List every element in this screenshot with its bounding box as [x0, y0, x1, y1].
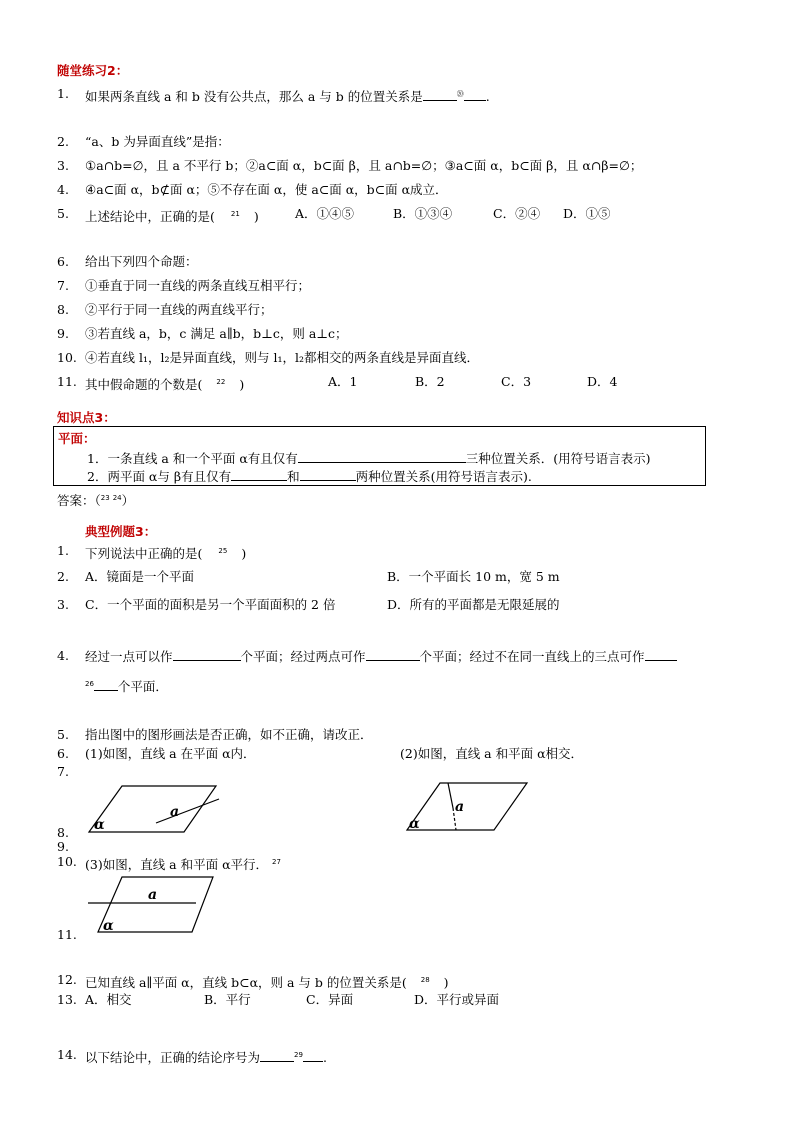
question-4-continued: $^{26}$ 个平面．: [85, 679, 168, 695]
question-text: 给出下列四个命题：: [85, 254, 198, 269]
box-line-2: 2．两平面 α与 β有且仅有 和 两种位置关系(用符号语言表示).: [87, 469, 532, 484]
question-prompt: 已知直线 a∥平面 α，直线 b⊂α，则 a 与 b 的位置关系是( $^{28}$ ): [85, 975, 449, 991]
answer-blank[interactable]: [303, 1049, 323, 1062]
answer-line: 答案：（$^{23}$ $^{24}$）: [57, 493, 135, 509]
question-number: 14.: [57, 1047, 77, 1062]
question-number: 13.: [57, 992, 77, 1007]
question-text: 指出图中的图形画法是否正确，如不正确，请改正．: [85, 727, 373, 742]
answer-marker: 22: [216, 378, 226, 386]
option-d[interactable]: D．所有的平面都是无限延展的: [387, 597, 560, 612]
option-a[interactable]: A．镜面是一个平面: [85, 569, 195, 584]
answer-marker: ⑳: [456, 90, 464, 98]
option-c[interactable]: C．异面: [306, 992, 354, 1007]
option-c[interactable]: C．②④: [493, 206, 541, 221]
statement-line: ①a∩b=∅，且 a 不平行 b；②a⊂面 α，b⊂面 β，且 a∩b=∅；③a⊂面 α，b⊂面 β，且 α∩β=∅；: [85, 158, 643, 173]
question-prompt: 下列说法中正确的是( $^{25}$ ): [85, 546, 247, 562]
question-number: 10.: [57, 350, 77, 365]
answer-marker: 25: [218, 547, 228, 555]
question-number: 5.: [57, 206, 69, 221]
label-a: a: [455, 799, 465, 815]
question-number: 1.: [57, 86, 69, 101]
answer-blank[interactable]: [645, 648, 677, 661]
figure-caption-3: (3)如图，直线 a 和平面 α平行． $^{27}$: [85, 857, 281, 873]
question-number: 7.: [57, 764, 69, 779]
question-number: 9.: [57, 326, 69, 341]
label-a: a: [148, 887, 158, 903]
answer-marker: 28: [420, 976, 430, 984]
option-b[interactable]: B．平行: [204, 992, 251, 1007]
question-number: 11.: [57, 927, 77, 942]
question-number: 3.: [57, 158, 69, 173]
answer-marker: 27: [272, 858, 281, 866]
answer-marker: 29: [294, 1051, 303, 1059]
question-number: 3.: [57, 597, 69, 612]
figure-caption-2: (2)如图，直线 a 和平面 α相交．: [400, 746, 584, 761]
answer-marker: 26: [85, 680, 94, 688]
answer-marker: 23: [100, 494, 110, 502]
question-number: 8.: [57, 825, 69, 840]
option-d[interactable]: D．平行或异面: [414, 992, 500, 1007]
box-title: 平面：: [58, 431, 96, 446]
line-a: [156, 799, 219, 823]
line-a-solid: [448, 783, 453, 808]
box-line-1: 1．一条直线 a 和一个平面 α有且仅有 三种位置关系．(用符号语言表示): [87, 451, 651, 466]
answer-blank[interactable]: [423, 88, 457, 101]
answer-blank[interactable]: [366, 648, 420, 661]
answer-blank[interactable]: [231, 468, 287, 481]
question-number: 2.: [57, 134, 69, 149]
section-title-knowledge: 知识点3：: [57, 410, 116, 425]
option-a[interactable]: A．相交: [85, 992, 132, 1007]
answer-blank[interactable]: [464, 88, 486, 101]
question-number: 4.: [57, 648, 69, 663]
option-b[interactable]: B．一个平面长 10 m，宽 5 m: [387, 569, 560, 584]
proposition-2: ②平行于同一直线的两直线平行；: [85, 302, 273, 317]
option-c[interactable]: C．一个平面的面积是另一个平面面积的 2 倍: [85, 597, 336, 612]
label-alpha: α: [103, 918, 114, 934]
answer-marker: 24: [112, 494, 122, 502]
figure-caption-1: (1)如图，直线 a 在平面 α内．: [85, 746, 256, 761]
option-a[interactable]: A．①④⑤: [295, 206, 355, 221]
question-number: 10.: [57, 854, 77, 869]
answer-blank[interactable]: [94, 678, 118, 691]
question-number: 5.: [57, 727, 69, 742]
question-1: 如果两条直线 a 和 b 没有公共点，那么 a 与 b 的位置关系是 ⑳ .: [85, 89, 490, 105]
question-prompt: 其中假命题的个数是( $^{22}$ ): [85, 377, 245, 393]
plane-parallelogram: [89, 786, 216, 832]
answer-blank[interactable]: [260, 1049, 294, 1062]
proposition-1: ①垂直于同一直线的两条直线互相平行；: [85, 278, 311, 293]
question-number: 9.: [57, 839, 69, 854]
label-alpha: α: [409, 816, 420, 832]
question-14: 以下结论中，正确的结论序号为 $^{29}$ .: [85, 1050, 327, 1066]
question-4: 经过一点可以作 个平面；经过两点可作 个平面；经过不在同一直线上的三点可作: [85, 648, 677, 665]
question-number: 7.: [57, 278, 69, 293]
question-number: 8.: [57, 302, 69, 317]
label-a: a: [170, 804, 180, 820]
figure-line-parallel-plane: [86, 874, 216, 936]
question-number: 1.: [57, 543, 69, 558]
question-text: “a、b 为异面直线”是指：: [85, 134, 230, 149]
option-b[interactable]: B．①③④: [393, 206, 453, 221]
section-title-practice: 随堂练习2：: [57, 63, 129, 78]
figure-line-in-plane: [86, 778, 226, 836]
statement-line: ④a⊂面 α，b⊄面 α；⑤不存在面 α，使 a⊂面 α，b⊂面 α成立．: [85, 182, 448, 197]
question-number: 12.: [57, 972, 77, 987]
answer-marker: 21: [230, 210, 240, 218]
figure-line-intersect-plane: [404, 778, 530, 836]
question-number: 6.: [57, 254, 69, 269]
answer-blank[interactable]: [298, 450, 466, 463]
option-d[interactable]: D．4: [587, 374, 618, 389]
plane-parallelogram: [407, 783, 527, 830]
answer-blank[interactable]: [300, 468, 356, 481]
proposition-3: ③若直线 a，b，c 满足 a∥b，b⊥c，则 a⊥c；: [85, 326, 348, 341]
section-title-examples: 典型例题3：: [85, 524, 157, 539]
question-number: 4.: [57, 182, 69, 197]
question-number: 6.: [57, 746, 69, 761]
question-number: 2.: [57, 569, 69, 584]
option-c[interactable]: C．3: [501, 374, 532, 389]
answer-blank[interactable]: [173, 648, 241, 661]
question-text: 如果两条直线 a 和 b 没有公共点，那么 a 与 b 的位置关系是: [85, 89, 423, 105]
question-number: 11.: [57, 374, 77, 389]
option-a[interactable]: A．1: [328, 374, 358, 389]
option-b[interactable]: B．2: [415, 374, 445, 389]
label-alpha: α: [94, 817, 105, 833]
option-d[interactable]: D．①⑤: [563, 206, 611, 221]
plane-parallelogram: [98, 877, 213, 932]
proposition-4: ④若直线 l₁，l₂是异面直线，则与 l₁，l₂都相交的两条直线是异面直线．: [85, 350, 479, 365]
question-prompt: 上述结论中，正确的是( $^{21}$ ): [85, 209, 259, 225]
